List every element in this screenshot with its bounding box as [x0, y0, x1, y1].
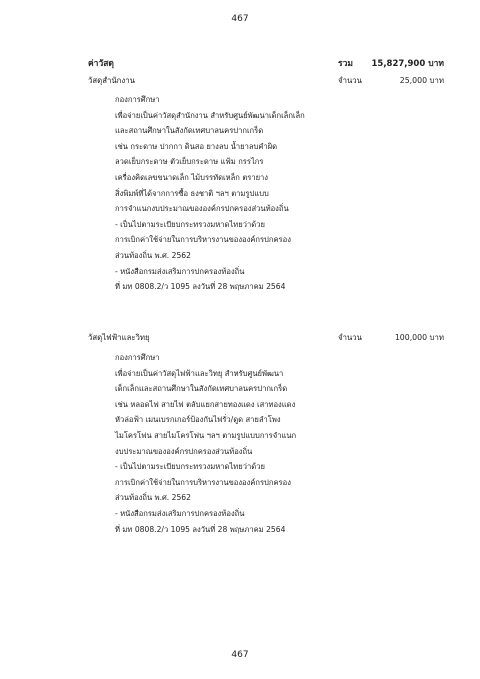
page-number-top: 467: [231, 14, 249, 24]
total-label: รวม: [338, 59, 353, 69]
description-line: ที่ มท 0808.2/ว 1095 ลงวันที่ 28 พฤษภาคม 2564: [115, 524, 286, 534]
total-amount: 15,827,900 บาท: [371, 59, 444, 69]
description-line: เด็กเล็กและสถานศึกษาในสังกัดเทศบาลนครปากเกร็ด: [115, 384, 288, 394]
description-line: ส่วนท้องถิ่น พ.ศ. 2562: [115, 250, 191, 260]
item-description: [115, 92, 305, 295]
description-line: การเบิกค่าใช้จ่ายในการบริหารงานขององค์กรปกครอง: [115, 235, 291, 245]
description-line: หัวล่อฟ้า เมนเบรกเกอร์ป้องกันไฟรั่ว/ดูด สายลำโพง: [115, 415, 281, 425]
description-line: การเบิกค่าใช้จ่ายในการบริหารงานขององค์กรปกครอง: [115, 477, 291, 487]
description-line: เพื่อจ่ายเป็นค่าวัสดุไฟฟ้าและวิทยุ สำหรับศูนย์พัฒนา: [115, 368, 284, 378]
description-line: เครื่องคิดเลขขนาดเล็ก ไม้บรรทัดเหล็ก ตรายาง: [115, 172, 269, 182]
item-description: [115, 350, 296, 537]
description-line: ส่วนท้องถิ่น พ.ศ. 2562: [115, 493, 191, 503]
description-line: เช่น กระดาษ ปากกา ดินสอ ยางลบ น้ำยาลบคำผิด: [115, 141, 278, 151]
section-title: ค่าวัสดุ: [88, 59, 114, 69]
description-line: - หนังสือกรมส่งเสริมการปกครองท้องถิ่น: [115, 266, 245, 276]
description-line: - เป็นไปตามระเบียบกระทรวงมหาดไทยว่าด้วย: [115, 462, 265, 472]
description-line: สิ่งพิมพ์ที่ได้จากการซื้อ ธงชาติ ฯลฯ ตามรูปแบบ: [115, 188, 269, 198]
description-line: - เป็นไปตามระเบียบกระทรวงมหาดไทยว่าด้วย: [115, 219, 265, 229]
item-amount-label: จำนวน: [338, 76, 362, 85]
description-line: กองการศึกษา: [115, 95, 160, 104]
item-amount-label: จำนวน: [338, 333, 362, 342]
description-line: งบประมาณขององค์กรปกครองส่วนท้องถิ่น: [115, 446, 253, 456]
item-name-electrical-supplies: วัสดุไฟฟ้าและวิทยุ: [88, 333, 150, 342]
item-amount: 100,000 บาท: [394, 333, 444, 342]
description-line: - หนังสือกรมส่งเสริมการปกครองท้องถิ่น: [115, 508, 245, 518]
description-line: เช่น หลอดไฟ สายไฟ ตลับแยกสายทองแดง เสาทองแดง: [115, 399, 296, 409]
description-line: ไมโครโฟน สายไมโครโฟน ฯลฯ ตามรูปแบบการจำแนก: [115, 430, 297, 440]
description-line: ลวดเย็บกระดาษ ตัวเย็บกระดาษ แฟ้ม กรรไกร: [115, 157, 264, 167]
page-number-bottom: 467: [231, 650, 249, 660]
description-line: กองการศึกษา: [115, 353, 160, 362]
description-line: ที่ มท 0808.2/ว 1095 ลงวันที่ 28 พฤษภาคม 2564: [115, 282, 286, 292]
description-line: และสถานศึกษาในสังกัดเทศบาลนครปากเกร็ด: [115, 126, 264, 136]
description-line: การจำแนกงบประมาณขององค์กรปกครองส่วนท้องถิ่น: [115, 204, 289, 214]
item-name-office-supplies: วัสดุสำนักงาน: [88, 76, 135, 85]
description-line: เพื่อจ่ายเป็นค่าวัสดุสำนักงาน สำหรับศูนย์พัฒนาเด็กเล็กเล็ก: [115, 110, 305, 120]
item-amount: 25,000 บาท: [399, 76, 444, 85]
